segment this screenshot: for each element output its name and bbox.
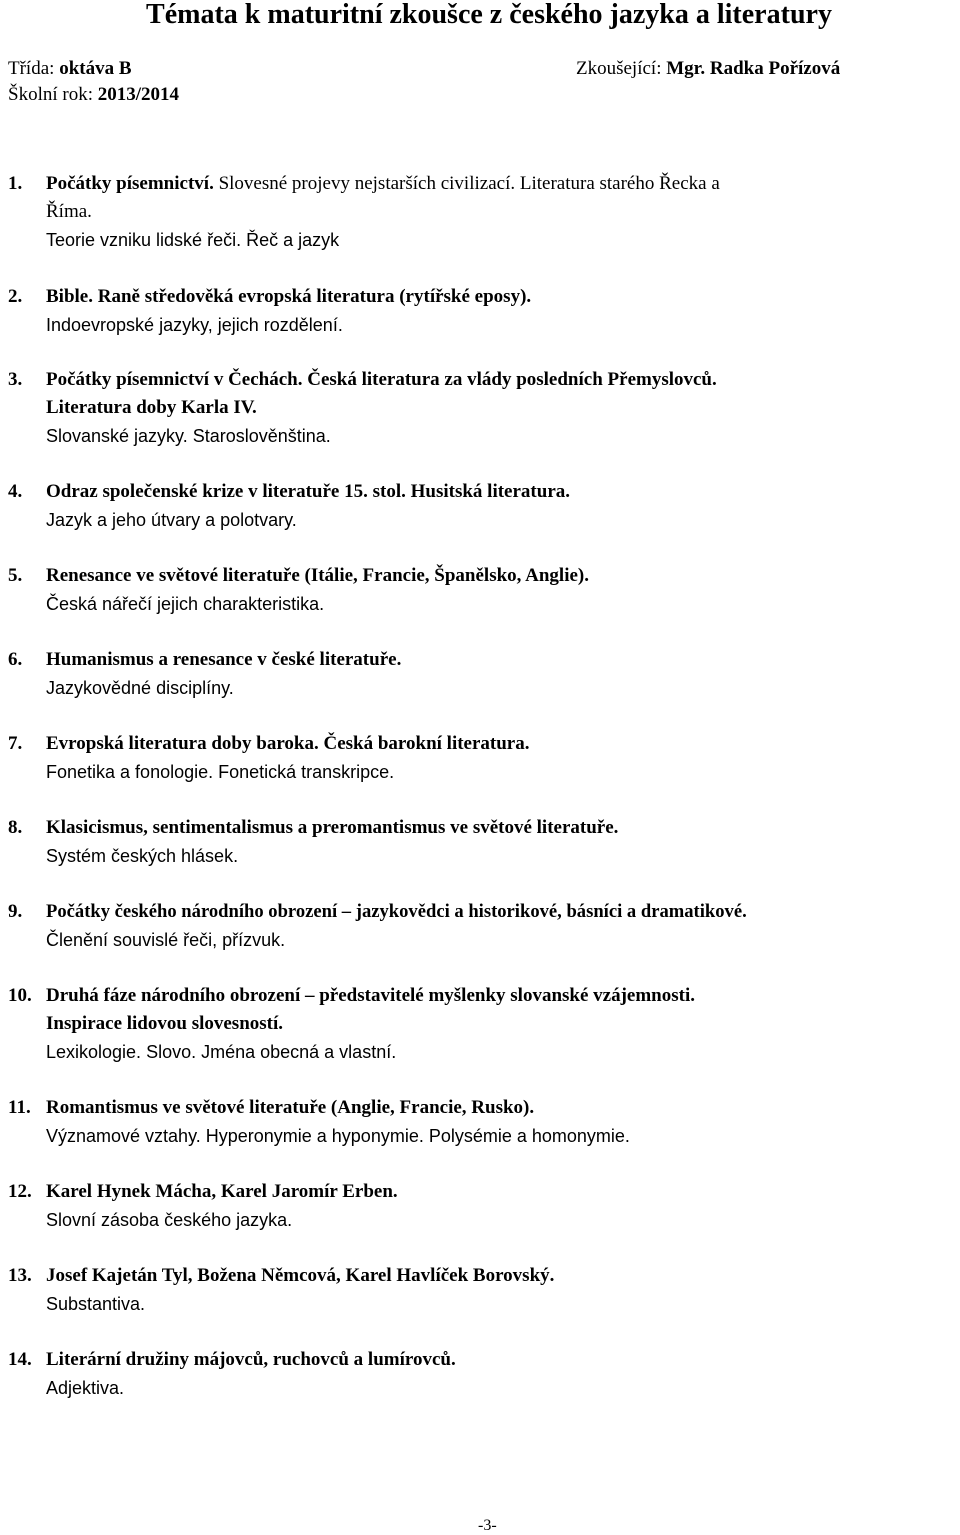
topic-language: Jazykovědné disciplíny. <box>46 678 234 698</box>
page-title: Témata k maturitní zkoušce z českého jazyka a literatury <box>146 0 832 30</box>
topic-7 <box>0 730 960 786</box>
topic-literature: Renesance ve světové literatuře (Itálie, Francie, Španělsko, Anglie). <box>46 565 589 586</box>
topic-literature <box>46 170 960 198</box>
topic-literature-cont: Literatura doby Karla IV. <box>46 397 257 418</box>
topic-6 <box>0 646 960 702</box>
topic-language: Členění souvislé řeči, přízvuk. <box>46 930 286 950</box>
topic-literature: Počátky českého národního obrození – jazykovědci a historikové, básníci a dramatikové. <box>46 901 747 922</box>
examiner-label: Zkoušející: <box>576 58 662 79</box>
topic-literature: Literární družiny májovců, ruchovců a lumírovců. <box>46 1349 456 1370</box>
topic-literature: Klasicismus, sentimentalismus a preromantismus ve světové literatuře. <box>46 817 619 838</box>
topic-language: Slovní zásoba českého jazyka. <box>46 1210 293 1230</box>
topic-language: Indoevropské jazyky, jejich rozdělení. <box>46 315 343 335</box>
topic-number: 3. <box>8 369 23 390</box>
topic-number: 11. <box>8 1097 31 1118</box>
topic-literature-rest: Slovesné projevy nejstarších civilizací. Literatura starého Řecka a <box>218 173 720 194</box>
topic-number: 6. <box>8 649 23 670</box>
topic-10 <box>0 982 960 1066</box>
topic-literature-bold: Počátky písemnictví. <box>46 173 219 194</box>
topic-language: Slovanské jazyky. Staroslověnština. <box>46 426 331 446</box>
topic-8 <box>0 814 960 870</box>
topic-9 <box>0 898 960 954</box>
topic-language: Fonetika a fonologie. Fonetická transkripce. <box>46 762 395 782</box>
topic-language: Lexikologie. Slovo. Jména obecná a vlastní. <box>46 1042 397 1062</box>
topic-3 <box>0 366 960 450</box>
examiner-info <box>576 57 840 81</box>
topic-5 <box>0 562 960 618</box>
topic-literature: Humanismus a renesance v české literatuře. <box>46 649 402 670</box>
topic-13 <box>0 1262 960 1318</box>
page-number: -3- <box>478 1517 497 1534</box>
topic-number: 9. <box>8 901 23 922</box>
topic-literature: Počátky písemnictví v Čechách. Česká literatura za vlády posledních Přemyslovců. <box>46 369 717 390</box>
topic-11 <box>0 1094 960 1150</box>
topic-number: 8. <box>8 817 23 838</box>
topic-literature-cont: Inspirace lidovou slovesností. <box>46 1013 284 1034</box>
year-label: Školní rok: <box>8 84 93 105</box>
topic-number: 2. <box>8 286 23 307</box>
year-value: 2013/2014 <box>97 84 180 105</box>
topic-language: Substantiva. <box>46 1294 146 1314</box>
topic-language: Systém českých hlásek. <box>46 846 239 866</box>
topic-literature: Bible. Raně středověká evropská literatura (rytířské eposy). <box>46 286 532 307</box>
topic-literature: Evropská literatura doby baroka. Česká barokní literatura. <box>46 733 530 754</box>
class-value: oktáva B <box>59 58 132 79</box>
topic-literature: Josef Kajetán Tyl, Božena Němcová, Karel Havlíček Borovský. <box>46 1265 555 1286</box>
topic-language: Teorie vzniku lidské řeči. Řeč a jazyk <box>46 230 340 250</box>
topic-4 <box>0 478 960 534</box>
topic-literature: Karel Hynek Mácha, Karel Jaromír Erben. <box>46 1181 398 1202</box>
topic-12 <box>0 1178 960 1234</box>
topic-literature: Odraz společenské krize v literatuře 15. stol. Husitská literatura. <box>46 481 571 502</box>
topic-number: 14. <box>8 1349 32 1370</box>
topic-2 <box>0 283 960 339</box>
topic-language: Adjektiva. <box>46 1378 125 1398</box>
topic-language: Jazyk a jeho útvary a polotvary. <box>46 510 297 530</box>
year-info <box>8 83 179 107</box>
class-label: Třída: <box>8 58 55 79</box>
topic-language: Česká nářečí jejich charakteristika. <box>46 594 325 614</box>
class-info <box>8 57 132 81</box>
examiner-value: Mgr. Radka Pořízová <box>666 58 841 79</box>
topic-literature: Romantismus ve světové literatuře (Anglie, Francie, Rusko). <box>46 1097 535 1118</box>
topic-number: 7. <box>8 733 23 754</box>
topic-number: 1. <box>8 173 23 194</box>
topic-language: Významové vztahy. Hyperonymie a hyponymie. Polysémie a homonymie. <box>46 1126 630 1146</box>
topic-number: 5. <box>8 565 23 586</box>
topic-number: 13. <box>8 1265 32 1286</box>
topic-14 <box>0 1346 960 1402</box>
topic-1 <box>0 170 960 254</box>
topic-literature-cont: Říma. <box>46 201 92 222</box>
topic-number: 4. <box>8 481 23 502</box>
topic-number: 10. <box>8 985 32 1006</box>
topic-literature: Druhá fáze národního obrození – představitelé myšlenky slovanské vzájemnosti. <box>46 985 695 1006</box>
topic-number: 12. <box>8 1181 32 1202</box>
